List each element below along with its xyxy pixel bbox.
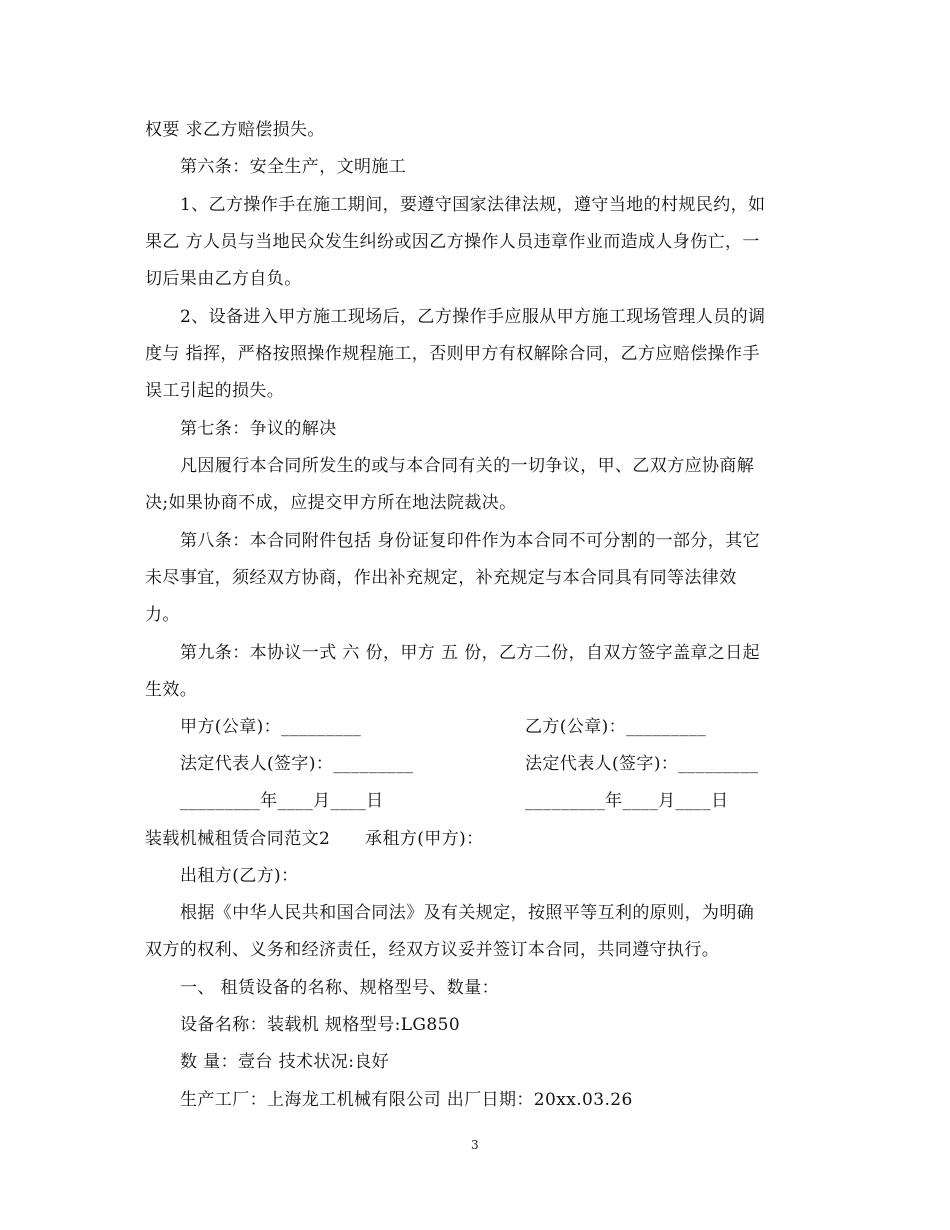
body-line: 根据《中华人民共和国合同法》及有关规定，按照平等互利的原则，为明确 xyxy=(180,903,755,923)
body-line: 未尽事宜，须经双方协商，作出补充规定，补充规定与本合同具有同等法律效 xyxy=(145,568,737,588)
article-heading: 第七条：争议的解决 xyxy=(180,419,337,439)
party-b-date-field: _________年____月____日 xyxy=(525,791,729,811)
section-title: 装载机械租赁合同范文2 承租方(甲方)： xyxy=(145,829,484,849)
body-line: 误工引起的损失。 xyxy=(145,381,285,401)
body-line: 数 量：壹台 技术状况:良好 xyxy=(180,1052,390,1072)
body-line: 决;如果协商不成，应提交甲方所在地法院裁决。 xyxy=(145,493,517,513)
body-line: 切后果由乙方自负。 xyxy=(145,269,302,289)
body-line: 凡因履行本合同所发生的或与本合同有关的一切争议，甲、乙双方应协商解 xyxy=(180,456,755,476)
body-line: 2、设备进入甲方施工现场后，乙方操作手应服从甲方施工现场管理人员的调 xyxy=(180,307,766,327)
article-heading: 第六条：安全生产，文明施工 xyxy=(180,157,407,177)
body-line: 1、乙方操作手在施工期间，要遵守国家法律法规，遵守当地的村规民约，如 xyxy=(180,195,766,215)
party-b-representative-field: 法定代表人(签字)：_________ xyxy=(525,754,759,774)
body-line: 第九条：本协议一式 六 份，甲方 五 份，乙方二份，自双方签字盖章之日起 xyxy=(180,643,761,663)
party-a-date-field: _________年____月____日 xyxy=(180,791,384,811)
party-a-representative-field: 法定代表人(签字)：_________ xyxy=(180,754,414,774)
body-line: 一、 租赁设备的名称、规格型号、数量： xyxy=(180,978,500,998)
body-line: 权要 求乙方赔偿损失。 xyxy=(145,120,325,140)
body-line: 力。 xyxy=(145,605,180,625)
body-line: 果乙 方人员与当地民众发生纠纷或因乙方操作人员违章作业而造成人身伤亡，一 xyxy=(145,232,760,252)
body-line: 生效。 xyxy=(145,680,198,700)
body-line: 生产工厂：上海龙工机械有限公司 出厂日期：20xx.03.26 xyxy=(180,1090,633,1110)
body-line: 出租方(乙方)： xyxy=(180,866,299,886)
body-line: 度与 指挥，严格按照操作规程施工，否则甲方有权解除合同，乙方应赔偿操作手 xyxy=(145,344,760,364)
party-a-seal-field: 甲方(公章)：_________ xyxy=(180,717,362,737)
body-line: 第八条：本合同附件包括 身份证复印件作为本合同不可分割的一部分，其它 xyxy=(180,531,761,551)
body-line: 双方的权利、义务和经济责任，经双方议妥并签订本合同，共同遵守执行。 xyxy=(145,940,720,960)
party-b-seal-field: 乙方(公章)：_________ xyxy=(525,717,707,737)
page-number: 3 xyxy=(470,1138,480,1152)
body-line: 设备名称：装载机 规格型号:LG850 xyxy=(180,1015,461,1035)
